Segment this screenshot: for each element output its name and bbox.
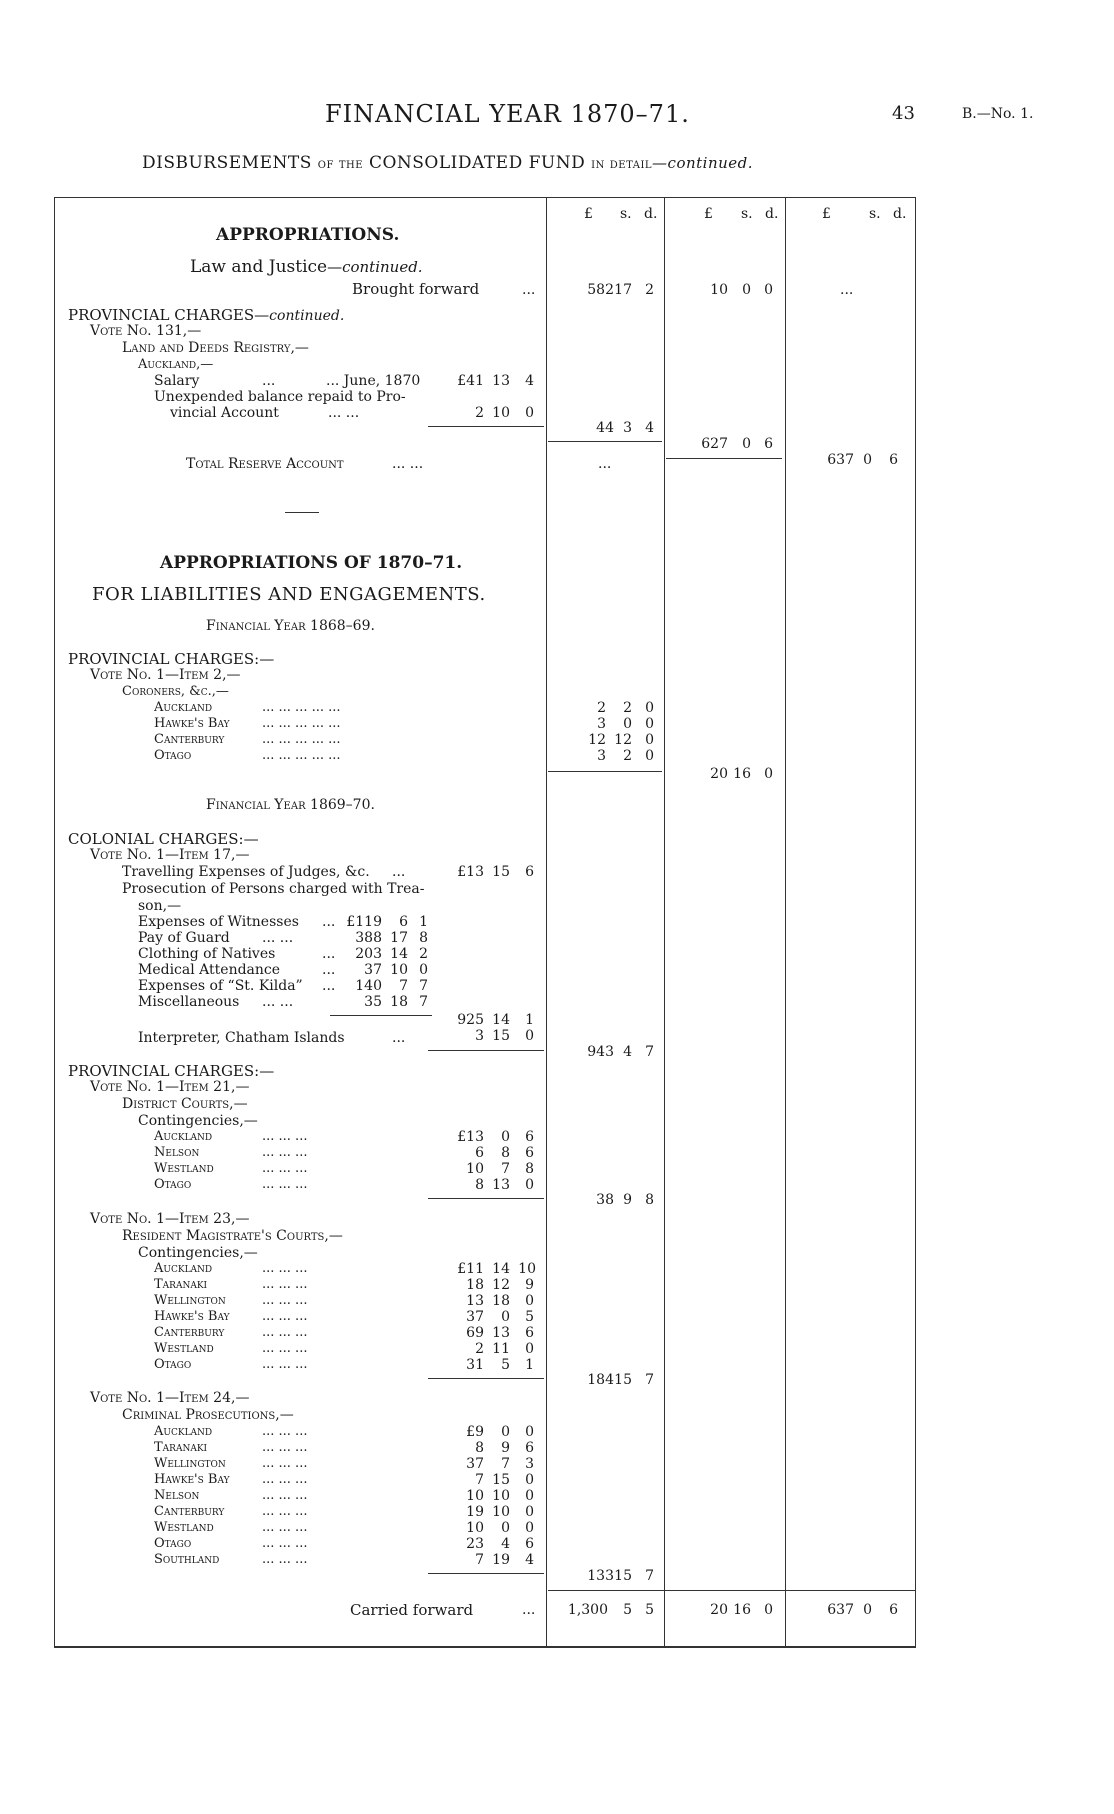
- amount-pence: 9: [525, 1277, 534, 1293]
- col2-rule: [666, 458, 782, 459]
- criminal-prosecutions-label: Criminal Prosecutions,—: [122, 1407, 294, 1423]
- amount-pounds: 69: [466, 1325, 484, 1341]
- leader-dots: ... ... ...: [262, 1277, 308, 1292]
- amount-pence: 7: [419, 978, 428, 994]
- travelling-pence: 6: [525, 864, 534, 880]
- pence-symbol: d.: [893, 206, 907, 222]
- subtitle-part-b: CONSOLIDATED FUND: [368, 153, 586, 173]
- amount-pence: 10: [518, 1261, 536, 1277]
- amount-pence: 1: [419, 914, 428, 930]
- brought-forward-col1-shillings: 17: [614, 282, 632, 298]
- leader-dots: ... ... ...: [262, 1424, 308, 1439]
- resident-total-col1-shillings: 15: [614, 1372, 632, 1388]
- amount-pence: 0: [525, 1177, 534, 1193]
- table-bottom-rule: [54, 1646, 916, 1648]
- table-right-border: [915, 197, 916, 1647]
- district-total-col1-pounds: 38: [596, 1192, 614, 1208]
- subtotal-rule: [428, 1198, 544, 1199]
- amount-shillings: 0: [501, 1520, 510, 1536]
- amount-pence: 4: [525, 1552, 534, 1568]
- shillings-symbol: s.: [869, 206, 881, 222]
- interpreter-shillings: 15: [492, 1028, 510, 1044]
- district-total-col1-shillings: 9: [623, 1192, 632, 1208]
- amount-shillings: 2: [623, 748, 632, 764]
- amount-pounds: 140: [355, 978, 382, 994]
- leader-dots: ... ... ...: [262, 1456, 308, 1471]
- amount-shillings: 10: [390, 962, 408, 978]
- vote-label: Vote No. 131,—: [90, 323, 202, 339]
- leader-dots: ... ... ...: [262, 1440, 308, 1455]
- amount-shillings: 12: [614, 732, 632, 748]
- leader-dots: ... ... ...: [262, 1129, 308, 1144]
- row-label: Auckland: [154, 700, 213, 715]
- contingencies-label: Contingencies,—: [138, 1245, 258, 1261]
- amount-pounds: £13: [457, 1129, 484, 1145]
- coroners-total-col2-pence: 0: [764, 766, 773, 782]
- prosecution-label: Prosecution of Persons charged with Trea-: [122, 881, 425, 897]
- row-label: Hawke's Bay: [154, 716, 230, 731]
- section-separator: [285, 512, 319, 513]
- amount-shillings: 2: [623, 700, 632, 716]
- shillings-symbol: s.: [741, 206, 753, 222]
- row-label: Otago: [154, 1177, 192, 1192]
- provincial-charges-label: PROVINCIAL CHARGES:—: [68, 650, 275, 668]
- vote-label: Vote No. 1—Item 2,—: [90, 667, 241, 683]
- row-label: Taranaki: [154, 1277, 208, 1292]
- amount-pence: 0: [525, 1520, 534, 1536]
- prosecution-label-cont: son,—: [138, 898, 182, 914]
- travelling-expenses-label: Travelling Expenses of Judges, &c.: [122, 864, 370, 880]
- provincial-account-label: vincial Account: [170, 405, 279, 421]
- leader-dots: ... ... ...: [262, 1472, 308, 1487]
- brought-forward-col1-pence: 2: [645, 282, 654, 298]
- amount-shillings: 12: [492, 1277, 510, 1293]
- leader-dots: ... ... ... ... ...: [262, 700, 341, 715]
- amount-shillings: 11: [492, 1341, 510, 1357]
- amount-shillings: 19: [492, 1552, 510, 1568]
- amount-pounds: 19: [466, 1504, 484, 1520]
- amount-pounds: 13: [466, 1293, 484, 1309]
- leader-dots: ... ... ...: [262, 1293, 308, 1308]
- carried-forward-col1-shillings: 5: [623, 1602, 632, 1618]
- liabilities-heading: FOR LIABILITIES AND ENGAGEMENTS.: [92, 584, 486, 605]
- leader-dots: ... ... ...: [262, 1552, 308, 1567]
- amount-shillings: 0: [501, 1309, 510, 1325]
- row-label: Nelson: [154, 1488, 200, 1503]
- prosecution-total-shillings: 14: [492, 1012, 510, 1028]
- provincial-charges-continued: continued.: [269, 308, 345, 324]
- pounds-symbol: £: [584, 206, 593, 222]
- travelling-pounds: £13: [457, 864, 484, 880]
- row-label: Hawke's Bay: [154, 1472, 230, 1487]
- subtitle-continued: —continued.: [652, 154, 754, 172]
- amount-pounds: 35: [364, 994, 382, 1010]
- amount-pounds: 31: [466, 1357, 484, 1373]
- criminal-total-col1-shillings: 15: [614, 1568, 632, 1584]
- amount-pence: 7: [419, 994, 428, 1010]
- amount-shillings: 10: [492, 1488, 510, 1504]
- colonial-total-col1-pence: 7: [645, 1044, 654, 1060]
- amount-pounds: 18: [466, 1277, 484, 1293]
- leader-dots: ... ... ...: [262, 1536, 308, 1551]
- amount-shillings: 18: [390, 994, 408, 1010]
- provincial-charges-label: [68, 306, 344, 324]
- amount-pence: 6: [525, 1129, 534, 1145]
- amount-shillings: 15: [492, 1472, 510, 1488]
- salary-date: ... June, 1870: [326, 373, 421, 389]
- pounds-symbol: £: [704, 206, 713, 222]
- row-label: Westland: [154, 1161, 214, 1176]
- total-reserve-col3-pounds: 637: [827, 452, 854, 468]
- row-label: Westland: [154, 1341, 214, 1356]
- law-and-justice-heading: [190, 257, 423, 277]
- amount-pence: 0: [525, 1504, 534, 1520]
- amount-pence: 2: [419, 946, 428, 962]
- row-label: Canterbury: [154, 1325, 225, 1340]
- salary-pounds: £41: [457, 373, 484, 389]
- financial-year-1869-heading: Financial Year 1869–70.: [206, 797, 375, 813]
- amount-pence: 8: [419, 930, 428, 946]
- subtitle-part-a: DISBURSEMENTS: [142, 153, 312, 173]
- subtitle-in-detail: in detail: [591, 156, 653, 172]
- amount-shillings: 7: [501, 1161, 510, 1177]
- unexpended-shillings: 10: [492, 405, 510, 421]
- brought-forward-col3: ...: [840, 282, 854, 298]
- unexpended-balance-label: Unexpended balance repaid to Pro-: [154, 389, 406, 405]
- leader-dots: ...: [322, 946, 336, 962]
- resident-magistrate-label: Resident Magistrate's Courts,—: [122, 1228, 343, 1244]
- land-deeds-registry-label: Land and Deeds Registry,—: [122, 340, 309, 356]
- leader-dots: ...: [392, 864, 406, 880]
- prosecution-total-pence: 1: [525, 1012, 534, 1028]
- amount-pounds: 10: [466, 1161, 484, 1177]
- leader-dots: ...: [262, 373, 276, 389]
- amount-pounds: 2: [597, 700, 606, 716]
- amount-pounds: 10: [466, 1488, 484, 1504]
- appropriations-1870-heading: APPROPRIATIONS OF 1870–71.: [160, 553, 463, 573]
- amount-pence: 0: [525, 1341, 534, 1357]
- subtitle-of-the: of the: [317, 156, 364, 172]
- amount-pence: 0: [645, 732, 654, 748]
- row-label: Auckland: [154, 1424, 213, 1439]
- document-reference: B.—No. 1.: [962, 106, 1034, 122]
- row-label: Canterbury: [154, 1504, 225, 1519]
- salary-shillings: 13: [492, 373, 510, 389]
- amount-shillings: 8: [501, 1145, 510, 1161]
- row-label: Wellington: [154, 1293, 226, 1308]
- carried-forward-col2-shillings: 16: [733, 1602, 751, 1618]
- amount-pounds: 7: [475, 1472, 484, 1488]
- amount-pounds: 2: [475, 1341, 484, 1357]
- vote-label: Vote No. 1—Item 24,—: [90, 1390, 250, 1406]
- amount-shillings: 18: [492, 1293, 510, 1309]
- total-reserve-col1: ...: [598, 456, 612, 472]
- leader-dots: ... ... ...: [262, 1341, 308, 1356]
- leader-dots: ... ...: [262, 994, 294, 1010]
- amount-pounds: £119: [346, 914, 382, 930]
- brought-forward-col2-pounds: 10: [710, 282, 728, 298]
- subtotal-rule: [428, 426, 544, 427]
- amount-shillings: 14: [390, 946, 408, 962]
- amount-pounds: 23: [466, 1536, 484, 1552]
- row-label: Taranaki: [154, 1440, 208, 1455]
- carried-forward-col1-pence: 5: [645, 1602, 654, 1618]
- contingencies-label: Contingencies,—: [138, 1113, 258, 1129]
- amount-pounds: 8: [475, 1177, 484, 1193]
- leader-dots: ... ... ...: [262, 1504, 308, 1519]
- brought-forward-col2-shillings: 0: [742, 282, 751, 298]
- col1-rule: [548, 441, 662, 442]
- subheading-continued: —continued.: [327, 258, 423, 276]
- leader-dots: ... ... ...: [262, 1488, 308, 1503]
- unexpended-pence: 0: [525, 405, 534, 421]
- amount-shillings: 7: [399, 978, 408, 994]
- resident-total-col1-pounds: 184: [587, 1372, 614, 1388]
- provincial-charges-text: PROVINCIAL CHARGES—: [68, 306, 270, 324]
- row-label: Hawke's Bay: [154, 1309, 230, 1324]
- amount-pounds: £9: [466, 1424, 484, 1440]
- page-subtitle: [142, 153, 753, 173]
- leader-dots: ... ...: [262, 930, 294, 946]
- pence-symbol: d.: [644, 206, 658, 222]
- amount-pounds: £11: [457, 1261, 484, 1277]
- amount-pounds: 12: [588, 732, 606, 748]
- amount-pence: 6: [525, 1325, 534, 1341]
- row-label: Pay of Guard: [138, 930, 230, 946]
- row-label: Southland: [154, 1552, 220, 1567]
- amount-pence: 0: [525, 1472, 534, 1488]
- amount-pounds: 37: [364, 962, 382, 978]
- leader-dots: ... ...: [328, 405, 360, 421]
- subtotal-col2-shillings: 0: [742, 436, 751, 452]
- leader-dots: ... ... ...: [262, 1357, 308, 1372]
- amount-shillings: 0: [623, 716, 632, 732]
- leader-dots: ... ... ...: [262, 1309, 308, 1324]
- amount-pence: 0: [645, 716, 654, 732]
- leader-dots: ...: [322, 914, 336, 930]
- subtotal-col1-shillings: 3: [623, 420, 632, 436]
- amount-pence: 0: [645, 700, 654, 716]
- amount-shillings: 13: [492, 1177, 510, 1193]
- colonial-total-col1-shillings: 4: [623, 1044, 632, 1060]
- district-courts-label: District Courts,—: [122, 1096, 248, 1112]
- subtotal-rule: [428, 1573, 544, 1574]
- leader-dots: ... ... ...: [262, 1261, 308, 1276]
- subtotal-col2-pence: 6: [764, 436, 773, 452]
- total-reserve-col3-pence: 6: [889, 452, 898, 468]
- resident-total-col1-pence: 7: [645, 1372, 654, 1388]
- leader-dots: ...: [322, 962, 336, 978]
- carried-forward-col2-pence: 0: [764, 1602, 773, 1618]
- amount-pence: 0: [525, 1293, 534, 1309]
- amount-pounds: 37: [466, 1309, 484, 1325]
- brought-forward-col2-pence: 0: [764, 282, 773, 298]
- colonial-total-col1-pounds: 943: [587, 1044, 614, 1060]
- carried-forward-col3-pounds: 637: [827, 1602, 854, 1618]
- row-label: Otago: [154, 1536, 192, 1551]
- amount-pence: 6: [525, 1536, 534, 1552]
- amount-shillings: 4: [501, 1536, 510, 1552]
- row-label: Canterbury: [154, 732, 225, 747]
- leader-dots: ... ... ... ... ...: [262, 748, 341, 763]
- leader-dots: ...: [392, 1030, 406, 1046]
- amount-shillings: 6: [399, 914, 408, 930]
- subtotal-rule: [428, 1050, 544, 1051]
- prosecution-total-pounds: 925: [457, 1012, 484, 1028]
- col1-rule: [548, 771, 662, 772]
- total-reserve-col3-shillings: 0: [863, 452, 872, 468]
- leader-dots: ... ... ...: [262, 1145, 308, 1160]
- amount-pounds: 3: [597, 716, 606, 732]
- carried-forward-col3-pence: 6: [889, 1602, 898, 1618]
- subtotal-rule: [428, 1378, 544, 1379]
- colonial-charges-label: COLONIAL CHARGES:—: [68, 830, 259, 848]
- salary-label: Salary: [154, 373, 200, 389]
- salary-pence: 4: [525, 373, 534, 389]
- criminal-total-col1-pence: 7: [645, 1568, 654, 1584]
- amount-shillings: 0: [501, 1129, 510, 1145]
- page-number: 43: [892, 103, 915, 124]
- subtotal-col1-pence: 4: [645, 420, 654, 436]
- row-label: Miscellaneous: [138, 994, 240, 1010]
- amount-pounds: 6: [475, 1145, 484, 1161]
- row-label: Expenses of Witnesses: [138, 914, 299, 930]
- leader-dots: ... ... ... ... ...: [262, 716, 341, 731]
- total-reserve-account-label: Total Reserve Account: [186, 456, 344, 472]
- leader-dots: ...: [522, 1602, 536, 1618]
- column-divider-1: [546, 197, 547, 1647]
- amount-shillings: 14: [492, 1261, 510, 1277]
- brought-forward-label: Brought forward: [352, 280, 480, 298]
- subtotal-col1-pounds: 44: [596, 420, 614, 436]
- leader-dots: ... ... ...: [262, 1325, 308, 1340]
- amount-shillings: 13: [492, 1325, 510, 1341]
- amount-pence: 0: [645, 748, 654, 764]
- interpreter-pence: 0: [525, 1028, 534, 1044]
- brought-forward-col1-pounds: 582: [587, 282, 614, 298]
- row-label: Otago: [154, 1357, 192, 1372]
- items-rule: [330, 1015, 432, 1016]
- amount-shillings: 7: [501, 1456, 510, 1472]
- unexpended-pounds: 2: [475, 405, 484, 421]
- pounds-symbol: £: [822, 206, 831, 222]
- district-total-col1-pence: 8: [645, 1192, 654, 1208]
- pence-symbol: d.: [765, 206, 779, 222]
- amount-shillings: 17: [390, 930, 408, 946]
- carried-forward-col2-pounds: 20: [710, 1602, 728, 1618]
- leader-dots: ... ... ... ... ...: [262, 732, 341, 747]
- criminal-total-col1-pounds: 133: [587, 1568, 614, 1584]
- row-label: Wellington: [154, 1456, 226, 1471]
- row-label: Auckland: [154, 1261, 213, 1276]
- amount-shillings: 9: [501, 1440, 510, 1456]
- appropriations-heading: APPROPRIATIONS.: [216, 225, 400, 245]
- amount-pounds: 3: [597, 748, 606, 764]
- interpreter-label: Interpreter, Chatham Islands: [138, 1030, 345, 1046]
- amount-pounds: 37: [466, 1456, 484, 1472]
- amount-pounds: 388: [355, 930, 382, 946]
- table-top-rule: [54, 197, 916, 198]
- row-label: Auckland: [154, 1129, 213, 1144]
- shillings-symbol: s.: [620, 206, 632, 222]
- provincial-charges-label: PROVINCIAL CHARGES:—: [68, 1062, 275, 1080]
- amount-pounds: 7: [475, 1552, 484, 1568]
- subtotal-col2-pounds: 627: [701, 436, 728, 452]
- leader-dots: ... ... ...: [262, 1177, 308, 1192]
- row-label: Expenses of “St. Kilda”: [138, 978, 303, 994]
- leader-dots: ...: [322, 978, 336, 994]
- vote-label: Vote No. 1—Item 17,—: [90, 847, 250, 863]
- amount-pence: 0: [419, 962, 428, 978]
- interpreter-pounds: 3: [475, 1028, 484, 1044]
- amount-pence: 1: [525, 1357, 534, 1373]
- column-divider-2: [664, 197, 665, 1647]
- leader-dots: ... ...: [392, 456, 424, 472]
- amount-pence: 5: [525, 1309, 534, 1325]
- row-label: Clothing of Natives: [138, 946, 276, 962]
- row-label: Otago: [154, 748, 192, 763]
- page-title: FINANCIAL YEAR 1870–71.: [325, 100, 690, 128]
- row-label: Nelson: [154, 1145, 200, 1160]
- carried-forward-rule: [548, 1590, 915, 1591]
- table-left-border: [54, 197, 55, 1647]
- amount-shillings: 5: [501, 1357, 510, 1373]
- coroners-total-col2-pounds: 20: [710, 766, 728, 782]
- amount-pounds: 203: [355, 946, 382, 962]
- subheading-text: Law and Justice: [190, 257, 328, 277]
- row-label: Medical Attendance: [138, 962, 281, 978]
- auckland-label: Auckland,—: [138, 357, 214, 372]
- row-label: Westland: [154, 1520, 214, 1535]
- amount-pence: 6: [525, 1440, 534, 1456]
- leader-dots: ... ... ...: [262, 1161, 308, 1176]
- amount-pence: 6: [525, 1145, 534, 1161]
- vote-label: Vote No. 1—Item 21,—: [90, 1079, 250, 1095]
- carried-forward-col1-pounds: 1,300: [567, 1602, 608, 1618]
- coroners-total-col2-shillings: 16: [733, 766, 751, 782]
- vote-label: Vote No. 1—Item 23,—: [90, 1211, 250, 1227]
- amount-pounds: 8: [475, 1440, 484, 1456]
- travelling-shillings: 15: [492, 864, 510, 880]
- leader-dots: ...: [522, 282, 536, 298]
- financial-year-1868-heading: Financial Year 1868–69.: [206, 618, 375, 634]
- amount-pounds: 10: [466, 1520, 484, 1536]
- carried-forward-col3-shillings: 0: [863, 1602, 872, 1618]
- carried-forward-label: Carried forward: [350, 1601, 474, 1619]
- amount-shillings: 10: [492, 1504, 510, 1520]
- amount-pence: 0: [525, 1424, 534, 1440]
- leader-dots: ... ... ...: [262, 1520, 308, 1535]
- amount-pence: 8: [525, 1161, 534, 1177]
- column-divider-3: [785, 197, 786, 1647]
- amount-shillings: 0: [501, 1424, 510, 1440]
- amount-pence: 3: [525, 1456, 534, 1472]
- amount-pence: 0: [525, 1488, 534, 1504]
- coroners-label: Coroners, &c.,—: [122, 684, 229, 699]
